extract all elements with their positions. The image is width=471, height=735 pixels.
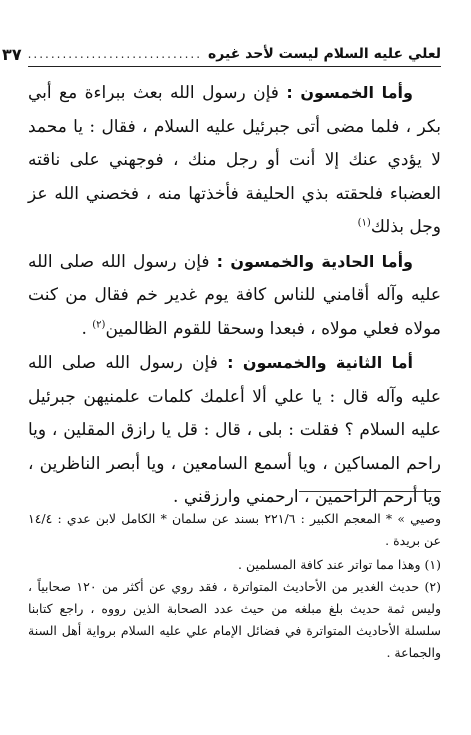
- footnote-2: (٢) حديث الغدير من الأحاديث المتواترة ، فقد روي عن أكثر من ١٢٠ صحابياً ، وليس ثمة حديث بلغ مبلغه من حيث عدد الصحابة الذين رووه ، راجع كتابنا سلسلة الأحاديث المتواترة في فضائل الإمام علي عليه السلام برواية أهل السنة والجماعة .: [28, 579, 441, 660]
- leader-dots: ..............................: [27, 47, 203, 61]
- running-title: لعلي عليه السلام ليست لأحد غيره: [208, 46, 441, 62]
- footnote-1: (١) وهذا مما تواتر عند كافة المسلمين .: [238, 557, 441, 572]
- paragraph-52: [28, 346, 441, 515]
- footnotes: [28, 508, 441, 678]
- footnote-continuation: وصيي » * المعجم الكبير : ٢٢١/٦ بسند عن سلمان * الكامل لابن عدي : ١٤/٤ عن بريدة .: [28, 511, 441, 548]
- paragraph-tail: .: [81, 318, 93, 339]
- footnote-ref-1: (١): [357, 217, 371, 229]
- paragraph-text: فإن رسول الله بعث ببراءة مع أبي بكر ، فلما مضى أتى جبرئيل عليه السلام ، فقال : يا محمد لا يؤدي عنك إلا أنت أو رجل منك ، فوجهني على ناقته العضباء فلحقته بذي الحليفة فأخذتها منه ، فخصني الله عز وجل بذلك: [28, 83, 441, 237]
- page-number: ٣٧: [2, 44, 22, 64]
- paragraph-heading: وأما الحادية والخمسون :: [216, 251, 413, 271]
- paragraph-50: [28, 76, 441, 245]
- paragraph-heading: أما الثانية والخمسون :: [227, 353, 413, 372]
- main-text: [28, 76, 441, 507]
- paragraph-51: [28, 245, 441, 347]
- paragraph-heading: وأما الخمسون :: [286, 83, 413, 102]
- footnote-separator: [299, 491, 441, 492]
- footnote-ref-2: (٢): [92, 318, 106, 330]
- paragraph-text: فإن رسول الله صلى الله عليه وآله أقامني للناس كافة يوم غدير خم فقال من كنت مولاه فعلي مولاه ، فبعدا وسحقا للقوم الظالمين: [28, 251, 441, 339]
- page-header: [2, 42, 441, 67]
- paragraph-text: فإن رسول الله صلى الله عليه وآله قال : يا علي ألا أعلمك كلمات علمنيهن جبرئيل عليه السلام ؟ فقلت : بلى ، قال : قل يا رازق المقلين ، ويا راحم المساكين ، ويا أسمع السامعين ، ويا أبصر الناظرين ، ويا أرحم الراحمين ، ارحمني وارزقني .: [28, 353, 441, 507]
